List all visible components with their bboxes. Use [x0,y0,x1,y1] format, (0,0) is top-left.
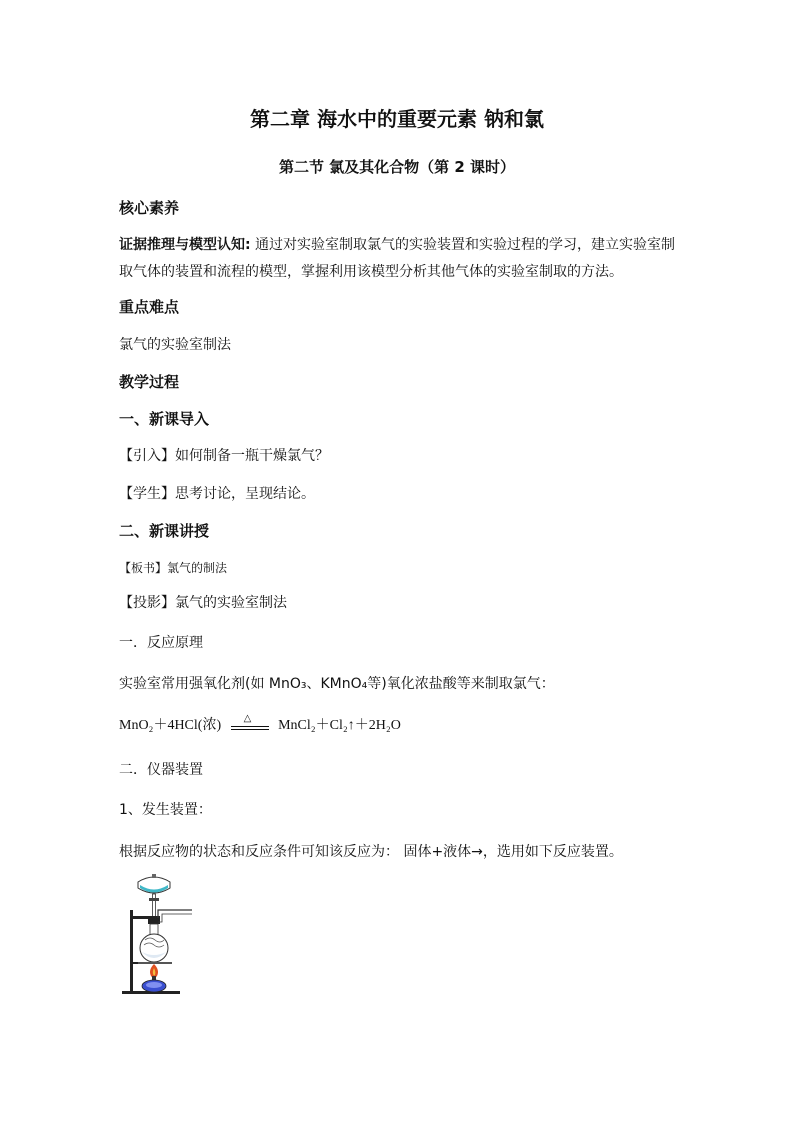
teaching-process-heading: 教学过程 [119,373,180,391]
equation-left: MnO₂＋4HCl(浓) [119,718,222,734]
apparatus-heading: 二．仪器装置 [119,762,203,778]
principle-text: 实验室常用强氧化剂(如 MnO₃、KMnO₄等)氧化浓盐酸等来制取氯气： [119,676,555,692]
core-literacy-label: 证据推理与模型认知: [119,237,251,253]
intro-text: 【引入】如何制备一瓶干燥氯气？ [119,448,329,464]
equation-condition: △ [243,713,252,724]
key-points-heading: 重点难点 [119,298,180,316]
board-text: 【板书】氯气的制法 [119,561,228,575]
part2-heading: 二、新课讲授 [119,522,210,540]
key-points-text: 氯气的实验室制法 [119,337,231,353]
chapter-title: 第二章 海水中的重要元素 钠和氯 [250,107,544,131]
principle-heading: 一．反应原理 [119,635,203,651]
student-text: 【学生】思考讨论，呈现结论。 [119,486,315,502]
part1-heading: 一、新课导入 [119,410,210,428]
core-literacy-text-1: 通过对实验室制取氯气的实验装置和实验过程的学习，建立实验室制 [250,237,676,253]
reaction-apparatus-image [118,870,198,998]
generator-heading: 1、发生装置： [119,802,212,818]
equation-arrow [231,713,269,736]
section-title: 第二节 氯及其化合物（第 2 课时） [278,158,516,176]
core-literacy-heading: 核心素养 [119,199,180,217]
reaction-equation [119,713,401,736]
generator-text: 根据反应物的状态和反应条件可知该反应为： 固体+液体→，选用如下反应装置。 [119,844,623,860]
core-literacy-paragraph [119,232,679,286]
projection-text: 【投影】氯气的实验室制法 [119,595,287,611]
core-literacy-text-2: 取气体的装置和流程的模型，掌握利用该模型分析其他气体的实验室制取的方法。 [119,264,623,280]
equation-right: MnCl₂＋Cl₂↑＋2H₂O [278,718,401,734]
